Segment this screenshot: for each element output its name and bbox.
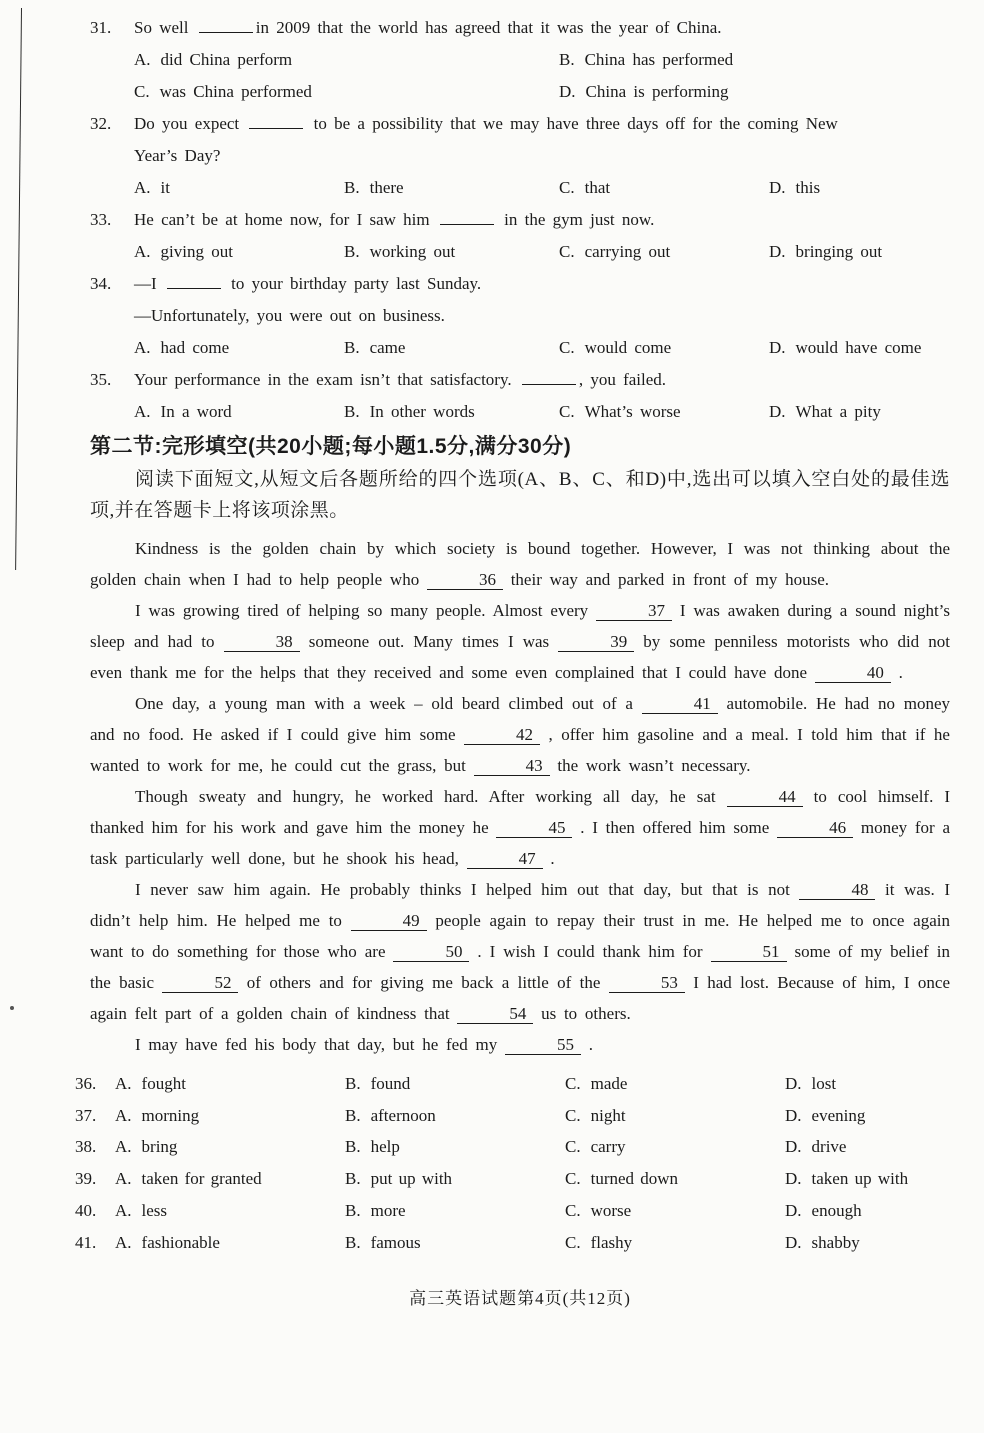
option-b	[345, 1227, 565, 1259]
answer-blank	[249, 116, 303, 129]
option-c	[565, 1131, 785, 1163]
question-stem: —I to your birthday party last Sunday.	[134, 274, 482, 293]
cloze-blank-37: 37	[596, 600, 672, 621]
options-row	[134, 236, 950, 268]
grammar-questions-section	[90, 12, 950, 428]
option-text: morning	[141, 1105, 200, 1125]
cloze-blank-49: 49	[351, 910, 427, 931]
option-b	[344, 396, 559, 428]
option-b	[345, 1195, 565, 1227]
option-text: found	[370, 1074, 411, 1093]
option-b	[345, 1163, 565, 1195]
option-text: drive	[811, 1137, 847, 1157]
cloze-option-row-36	[75, 1068, 950, 1100]
option-label: C.	[559, 242, 575, 261]
cloze-blank-44: 44	[727, 786, 803, 807]
options-row	[134, 44, 950, 108]
cloze-option-row-40	[75, 1195, 950, 1227]
option-d	[785, 1227, 950, 1259]
option-label: B.	[345, 1200, 361, 1220]
option-c	[559, 172, 769, 204]
option-label: B.	[344, 242, 360, 261]
option-label: B.	[345, 1105, 361, 1125]
option-text: flashy	[590, 1232, 633, 1252]
option-label: B.	[345, 1137, 361, 1157]
option-label: A.	[134, 338, 151, 357]
option-a	[115, 1068, 345, 1100]
option-text: made	[590, 1074, 628, 1093]
question-35	[90, 364, 950, 428]
option-label: A.	[134, 242, 151, 261]
option-label: A.	[134, 50, 151, 69]
option-a	[134, 332, 344, 364]
option-text: this	[795, 178, 821, 197]
cloze-paragraph: Kindness is the golden chain by which society is bound together. However, I was not thinking about the golden chain when I had to help people who 36 their way and parked in front of my house.	[90, 539, 950, 589]
option-a	[115, 1195, 345, 1227]
option-text: shabby	[811, 1232, 860, 1252]
page-footer: 高三英语试题第4页(共12页)	[409, 1289, 631, 1309]
option-d	[769, 332, 950, 364]
option-text: bringing out	[795, 242, 883, 261]
cloze-blank-43: 43	[474, 755, 550, 776]
question-33	[90, 204, 950, 268]
question-stem: So well in 2009 that the world has agreed that it was the year of China.	[134, 18, 722, 37]
option-b	[559, 44, 950, 76]
cloze-blank-54: 54	[457, 1003, 533, 1024]
option-text: was China performed	[159, 82, 312, 101]
cloze-blank-38: 38	[224, 631, 300, 652]
option-text: carry	[590, 1137, 626, 1157]
option-text: did China perform	[160, 50, 293, 69]
cloze-paragraph: I never saw him again. He probably thinks I helped him out that day, but that is not 48 it was. I didn’t help him. He helped me to 49 people again to repay their trust in me. He helped me to once again want to do something for those who are 50 . I wish I could thank him for 51 some of my belief in the basic 52 of others and for giving me back a little of the 53 I had lost. Because of him, I once again felt part of a golden chain of kindness that 54 us to others.	[90, 880, 951, 1023]
option-d	[785, 1163, 950, 1195]
section2-instructions: 阅读下面短文,从短文后各题所给的四个选项(A、B、C、和D)中,选出可以填入空白处的最佳选项,并在答题卡上将该项涂黑。	[90, 469, 950, 521]
question-number: 37.	[75, 1105, 97, 1125]
cloze-blank-50: 50	[393, 941, 469, 962]
question-number: 38.	[75, 1137, 97, 1157]
question-number: 39.	[75, 1169, 97, 1189]
option-d	[785, 1131, 950, 1163]
option-text: came	[369, 338, 406, 357]
option-label: C.	[559, 178, 575, 197]
question-31	[90, 12, 950, 108]
option-c	[565, 1068, 785, 1100]
cloze-blank-45: 45	[496, 817, 572, 838]
option-c	[565, 1163, 785, 1195]
cloze-blank-40: 40	[815, 662, 891, 683]
option-text: turned down	[590, 1169, 679, 1189]
option-label: B.	[344, 338, 360, 357]
option-c	[559, 236, 769, 268]
cloze-blank-51: 51	[711, 941, 787, 962]
option-label: A.	[134, 402, 151, 421]
question-number: 31.	[90, 18, 112, 37]
option-a	[134, 172, 344, 204]
cloze-blank-46: 46	[777, 817, 853, 838]
option-label: C.	[565, 1169, 581, 1189]
option-text: help	[370, 1137, 400, 1157]
option-c	[565, 1100, 785, 1132]
option-d	[785, 1195, 950, 1227]
cloze-paragraph: I was growing tired of helping so many people. Almost every 37 I was awaken during a sound night’s sleep and had to 38 someone out. Many times I was 39 by some penniless motorists who did not even thank me for the helps that they received and some even complained that I could have done 40 .	[90, 601, 951, 682]
cloze-option-row-37	[75, 1100, 950, 1132]
cloze-blank-42: 42	[464, 724, 540, 745]
option-label: C.	[565, 1137, 581, 1157]
cloze-option-row-39	[75, 1163, 950, 1195]
question-stem: —Unfortunately, you were out on business.	[134, 306, 445, 325]
option-text: that	[584, 178, 611, 197]
option-d	[769, 396, 950, 428]
option-text: working out	[369, 242, 456, 261]
option-d	[769, 236, 950, 268]
options-row	[134, 332, 950, 364]
cloze-options-section	[75, 1068, 950, 1258]
option-b	[345, 1100, 565, 1132]
option-b	[344, 236, 559, 268]
cloze-option-row-41	[75, 1227, 950, 1259]
option-d	[559, 76, 950, 108]
option-label: B.	[344, 178, 360, 197]
option-a	[134, 396, 344, 428]
option-text: afternoon	[370, 1105, 436, 1125]
answer-blank	[167, 276, 221, 289]
cloze-blank-36: 36	[427, 569, 503, 590]
option-label: A.	[115, 1200, 132, 1220]
option-text: would come	[584, 338, 672, 357]
option-label: B.	[559, 50, 575, 69]
option-label: C.	[559, 338, 575, 357]
option-c	[559, 332, 769, 364]
option-c	[559, 396, 769, 428]
option-label: A.	[115, 1074, 132, 1093]
option-text: China has performed	[584, 50, 734, 69]
question-number: 33.	[90, 210, 112, 229]
option-a	[115, 1163, 345, 1195]
option-text: more	[370, 1200, 406, 1220]
option-label: B.	[345, 1074, 361, 1093]
cloze-blank-52: 52	[162, 972, 238, 993]
option-text: it	[160, 178, 170, 197]
option-a	[115, 1227, 345, 1259]
question-number: 41.	[75, 1232, 97, 1252]
option-label: D.	[769, 242, 786, 261]
option-c	[565, 1227, 785, 1259]
cloze-blank-47: 47	[467, 848, 543, 869]
option-text: put up with	[370, 1169, 453, 1189]
option-text: less	[141, 1200, 168, 1220]
option-label: C.	[559, 402, 575, 421]
option-label: B.	[344, 402, 360, 421]
option-label: D.	[769, 338, 786, 357]
option-text: What’s worse	[584, 402, 681, 421]
question-stem: He can’t be at home now, for I saw him in the gym just now.	[134, 210, 655, 229]
option-text: China is performing	[585, 82, 729, 101]
option-label: B.	[345, 1169, 361, 1189]
answer-blank	[199, 20, 253, 33]
option-label: B.	[345, 1232, 361, 1252]
option-label: D.	[785, 1074, 802, 1093]
cloze-paragraph: I may have fed his body that day, but he fed my 55 .	[135, 1035, 593, 1054]
question-stem: Year’s Day?	[134, 146, 221, 165]
question-stem: Do you expect to be a possibility that we may have three days off for the coming New	[134, 114, 838, 133]
option-label: D.	[785, 1105, 802, 1125]
option-text: famous	[370, 1232, 421, 1252]
option-text: What a pity	[795, 402, 881, 421]
option-label: C.	[565, 1105, 581, 1125]
option-label: D.	[785, 1232, 802, 1252]
cloze-blank-53: 53	[609, 972, 685, 993]
option-b	[344, 172, 559, 204]
answer-blank	[440, 212, 494, 225]
option-label: C.	[565, 1200, 581, 1220]
option-label: A.	[115, 1169, 132, 1189]
option-d	[785, 1100, 950, 1132]
answer-blank	[522, 372, 576, 385]
option-d	[785, 1068, 950, 1100]
options-row	[134, 172, 950, 204]
question-number: 35.	[90, 370, 112, 389]
cloze-blank-48: 48	[799, 879, 875, 900]
question-number: 36.	[75, 1074, 97, 1093]
option-label: C.	[565, 1232, 581, 1252]
option-text: taken up with	[811, 1169, 909, 1189]
options-row	[134, 396, 950, 428]
question-32	[90, 108, 950, 204]
cloze-option-row-38	[75, 1131, 950, 1163]
option-b	[344, 332, 559, 364]
cloze-passage	[90, 533, 950, 1060]
cloze-paragraph: One day, a young man with a week – old beard climbed out of a 41 automobile. He had no money and no food. He asked if I could give him some 42 , offer him gasoline and a meal. I told him that if he wanted to work for me, he could cut the grass, but 43 the work wasn’t necessary.	[90, 694, 950, 775]
question-34	[90, 268, 950, 364]
cloze-blank-41: 41	[642, 693, 718, 714]
option-c	[134, 76, 559, 108]
option-text: enough	[811, 1200, 862, 1220]
option-label: C.	[134, 82, 150, 101]
option-text: In a word	[160, 402, 232, 421]
section2-heading: 第二节:完形填空(共20小题;每小题1.5分,满分30分)	[90, 435, 572, 458]
question-number: 32.	[90, 114, 112, 133]
option-a	[115, 1100, 345, 1132]
option-text: worse	[590, 1200, 632, 1220]
option-b	[345, 1131, 565, 1163]
option-text: would have come	[795, 338, 922, 357]
option-text: taken for granted	[141, 1169, 262, 1189]
option-label: D.	[769, 402, 786, 421]
option-text: carrying out	[584, 242, 671, 261]
option-label: C.	[565, 1074, 581, 1093]
option-text: night	[590, 1105, 626, 1125]
option-text: fought	[141, 1074, 186, 1093]
option-text: evening	[811, 1105, 866, 1125]
option-label: A.	[134, 178, 151, 197]
option-b	[345, 1068, 565, 1100]
question-number: 34.	[90, 274, 112, 293]
option-label: D.	[785, 1137, 802, 1157]
option-a	[134, 44, 559, 76]
option-label: D.	[769, 178, 786, 197]
option-label: D.	[785, 1169, 802, 1189]
option-c	[565, 1195, 785, 1227]
option-label: D.	[559, 82, 576, 101]
option-text: giving out	[160, 242, 233, 261]
option-text: lost	[811, 1074, 837, 1093]
cloze-blank-55: 55	[505, 1034, 581, 1055]
option-label: D.	[785, 1200, 802, 1220]
option-text: In other words	[369, 402, 475, 421]
option-label: A.	[115, 1105, 132, 1125]
cloze-paragraph: Though sweaty and hungry, he worked hard. After working all day, he sat 44 to cool himself. I thanked him for his work and gave him the money he 45 . I then offered him some 46 money for a task particularly well done, but he shook his head, 47 .	[90, 787, 951, 868]
option-label: A.	[115, 1232, 132, 1252]
question-stem: Your performance in the exam isn’t that satisfactory. , you failed.	[134, 370, 667, 389]
option-text: had come	[160, 338, 230, 357]
question-number: 40.	[75, 1200, 97, 1220]
option-text: there	[369, 178, 404, 197]
option-text: fashionable	[141, 1232, 220, 1252]
option-label: A.	[115, 1137, 132, 1157]
option-a	[115, 1131, 345, 1163]
option-d	[769, 172, 950, 204]
option-text: bring	[141, 1137, 178, 1157]
option-a	[134, 236, 344, 268]
cloze-blank-39: 39	[558, 631, 634, 652]
